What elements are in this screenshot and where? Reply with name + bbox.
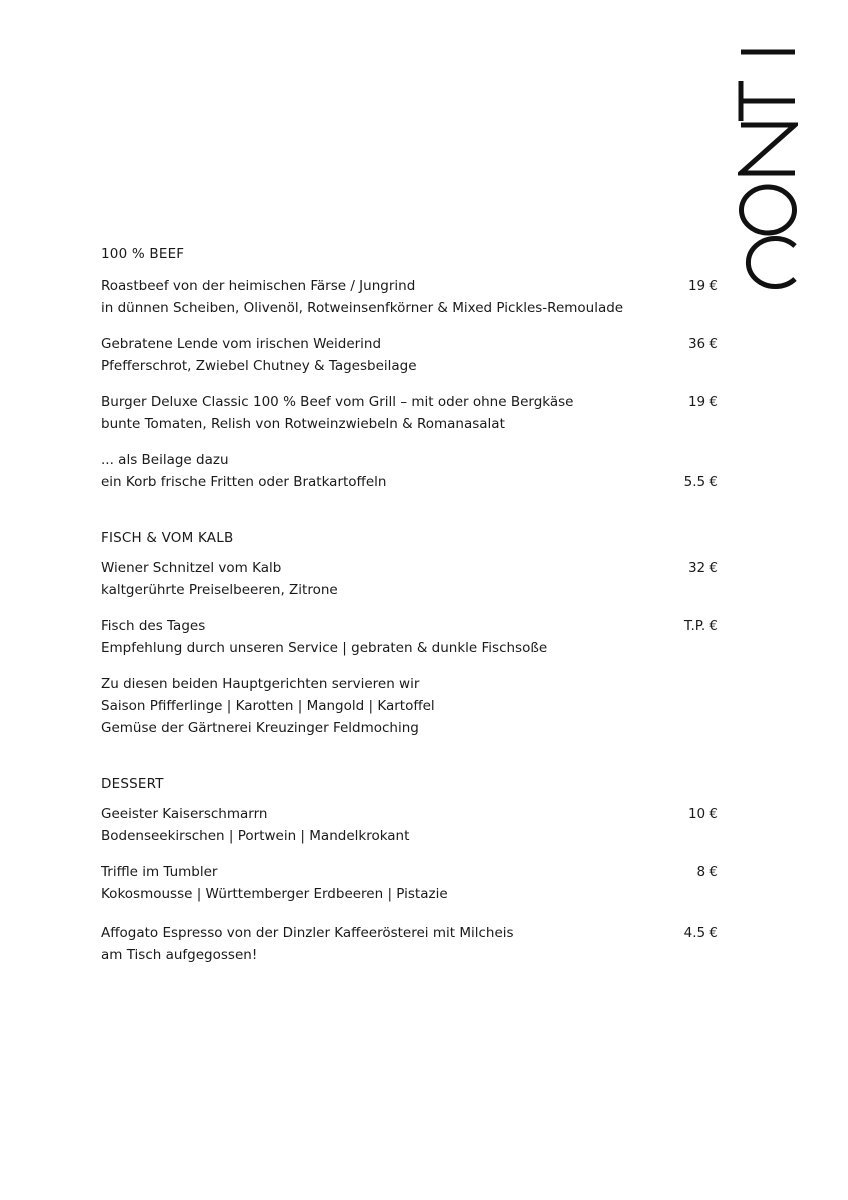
item-name: Gebratene Lende vom irischen Weiderind bbox=[101, 336, 382, 352]
item-price: 19 € bbox=[687, 278, 718, 294]
section-title: 100 % BEEF bbox=[101, 246, 185, 262]
item-description: Pfefferschrot, Zwiebel Chutney & Tagesbeilage bbox=[101, 358, 417, 374]
menu-item bbox=[101, 333, 718, 377]
item-description: am Tisch aufgegossen! bbox=[101, 947, 258, 963]
menu-item bbox=[101, 861, 718, 905]
menu-item bbox=[101, 391, 718, 435]
item-price: 4.5 € bbox=[683, 925, 718, 941]
section-title: DESSERT bbox=[101, 776, 164, 792]
item-price: 10 € bbox=[687, 806, 718, 822]
item-description: Bodenseekirschen | Portwein | Mandelkrokant bbox=[101, 828, 410, 844]
item-name: Roastbeef von der heimischen Färse / Jungrind bbox=[101, 278, 416, 294]
item-description: Empfehlung durch unseren Service | gebraten & dunkle Fischsoße bbox=[101, 640, 548, 656]
brand-logo bbox=[738, 48, 798, 294]
item-name: Fisch des Tages bbox=[101, 618, 206, 634]
section-fisch-kalb bbox=[101, 528, 718, 739]
item-price: 8 € bbox=[696, 864, 718, 880]
menu-item bbox=[101, 673, 718, 739]
menu-item bbox=[101, 275, 718, 319]
item-price: 19 € bbox=[687, 394, 718, 410]
section-title: FISCH & VOM KALB bbox=[101, 530, 234, 546]
menu-body bbox=[101, 244, 718, 966]
item-description: bunte Tomaten, Relish von Rotweinzwiebeln & Romanasalat bbox=[101, 416, 505, 432]
menu-item bbox=[101, 803, 718, 847]
section-beef bbox=[101, 244, 718, 493]
item-name: ... als Beilage dazu bbox=[101, 452, 229, 468]
item-name: Zu diesen beiden Hauptgerichten servieren wir bbox=[101, 676, 420, 692]
item-name: Wiener Schnitzel vom Kalb bbox=[101, 560, 282, 576]
item-price: 32 € bbox=[687, 560, 718, 576]
item-description: Kokosmousse | Württemberger Erdbeeren | Pistazie bbox=[101, 886, 448, 902]
item-price: 5.5 € bbox=[683, 474, 718, 490]
section-dessert bbox=[101, 774, 718, 966]
menu-item bbox=[101, 615, 718, 659]
brand-wordmark bbox=[738, 48, 798, 294]
item-name: Triffle im Tumbler bbox=[101, 864, 218, 880]
item-name: Affogato Espresso von der Dinzler Kaffeerösterei mit Milcheis bbox=[101, 925, 514, 941]
item-name: Geeister Kaiserschmarrn bbox=[101, 806, 268, 822]
item-price: T.P. € bbox=[683, 618, 718, 634]
item-description: ein Korb frische Fritten oder Bratkartoffeln bbox=[101, 474, 387, 490]
item-description: Gemüse der Gärtnerei Kreuzinger Feldmoching bbox=[101, 720, 419, 736]
item-name: Burger Deluxe Classic 100 % Beef vom Grill – mit oder ohne Bergkäse bbox=[101, 394, 574, 410]
item-description: in dünnen Scheiben, Olivenöl, Rotweinsenfkörner & Mixed Pickles-Remoulade bbox=[101, 300, 624, 316]
item-description: Saison Pfifferlinge | Karotten | Mangold | Kartoffel bbox=[101, 698, 435, 714]
item-price: 36 € bbox=[687, 336, 718, 352]
item-description: kaltgerührte Preiselbeeren, Zitrone bbox=[101, 582, 338, 598]
menu-item bbox=[101, 922, 718, 966]
menu-item bbox=[101, 557, 718, 601]
menu-item bbox=[101, 449, 718, 493]
